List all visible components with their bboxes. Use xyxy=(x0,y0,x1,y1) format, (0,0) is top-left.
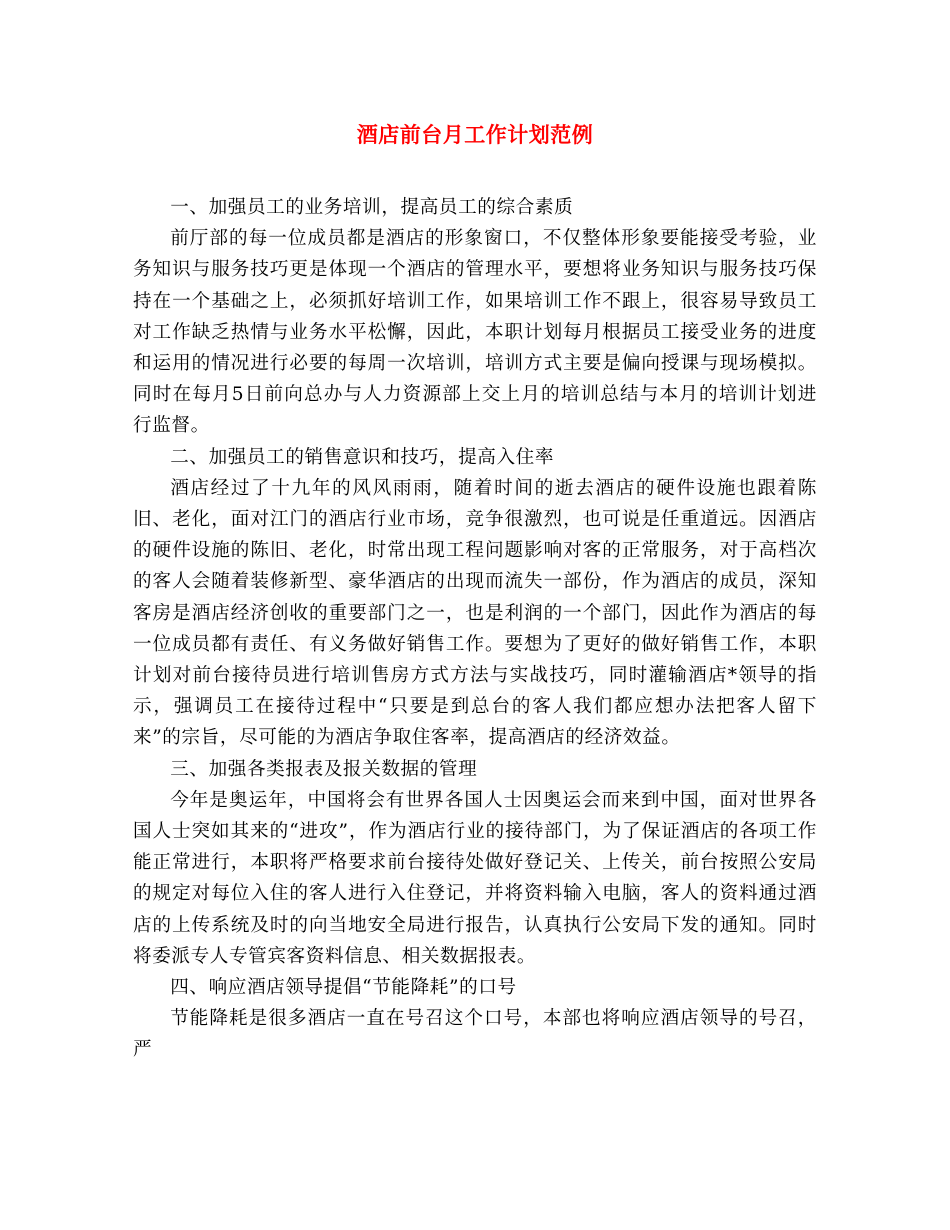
document-title: 酒店前台月工作计划范例 xyxy=(356,122,594,147)
section-heading-4: 四、响应酒店领导提倡“节能降耗”的口号 xyxy=(170,977,517,999)
body-paragraph: 节能降耗是很多酒店一直在号召这个口号，本部也将响应酒店领导的号召，严 xyxy=(133,1008,817,1061)
section-heading-1: 一、加强员工的业务培训，提高员工的综合素质 xyxy=(170,197,574,218)
section-heading-3: 三、加强各类报表及报关数据的管理 xyxy=(170,758,478,780)
body-paragraph: 今年是奥运年，中国将会有世界各国人士因奥运会而来到中国，面对世界各国人士突如其来的“进攻”，作为酒店行业的接待部门，为了保证酒店的各项工作能正常进行，本职将严格要求前台接待处做好登记关、上传关，前台按照公安局的规定对每位入住的客人进行入住登记，并将资料输入电脑，客人的资料通过酒店的上传系统及时的向当地安全局进行报告，认真执行公安局下发的通知。同时将委派专人专管宾客资料信息、相关数据报表。 xyxy=(133,789,817,967)
section-heading-2: 二、加强员工的销售意识和技巧，提高入住率 xyxy=(170,446,555,468)
document-body xyxy=(133,192,817,1066)
body-paragraph: 酒店经过了十九年的风风雨雨，随着时间的逝去酒店的硬件设施也跟着陈旧、老化，面对江门的酒店行业市场，竞争很激烈，也可说是任重道远。因酒店的硬件设施的陈旧、老化，时常出现工程问题影响对客的正常服务，对于高档次的客人会随着装修新型、豪华酒店的出现而流失一部份，作为酒店的成员，深知客房是酒店经济创收的重要部门之一，也是利润的一个部门，因此作为酒店的每一位成员都有责任、有义务做好销售工作。要想为了更好的做好销售工作，本职计划对前台接待员进行培训售房方式方法与实战技巧，同时灌输酒店*领导的指示，强调员工在接待过程中“只要是到总台的客人我们都应想办法把客人留下来”的宗旨，尽可能的为酒店争取住客率，提高酒店的经济效益。 xyxy=(133,477,817,749)
body-paragraph: 前厅部的每一位成员都是酒店的形象窗口，不仅整体形象要能接受考验，业务知识与服务技巧更是体现一个酒店的管理水平，要想将业务知识与服务技巧保持在一个基础之上，必须抓好培训工作，如果培训工作不跟上，很容易导致员工对工作缺乏热情与业务水平松懈，因此，本职计划每月根据员工接受业务的进度和运用的情况进行必要的每周一次培训，培训方式主要是偏向授课与现场模拟。同时在每月5日前向总办与人力资源部上交上月的培训总结与本月的培训计划进行监督。 xyxy=(133,228,817,437)
